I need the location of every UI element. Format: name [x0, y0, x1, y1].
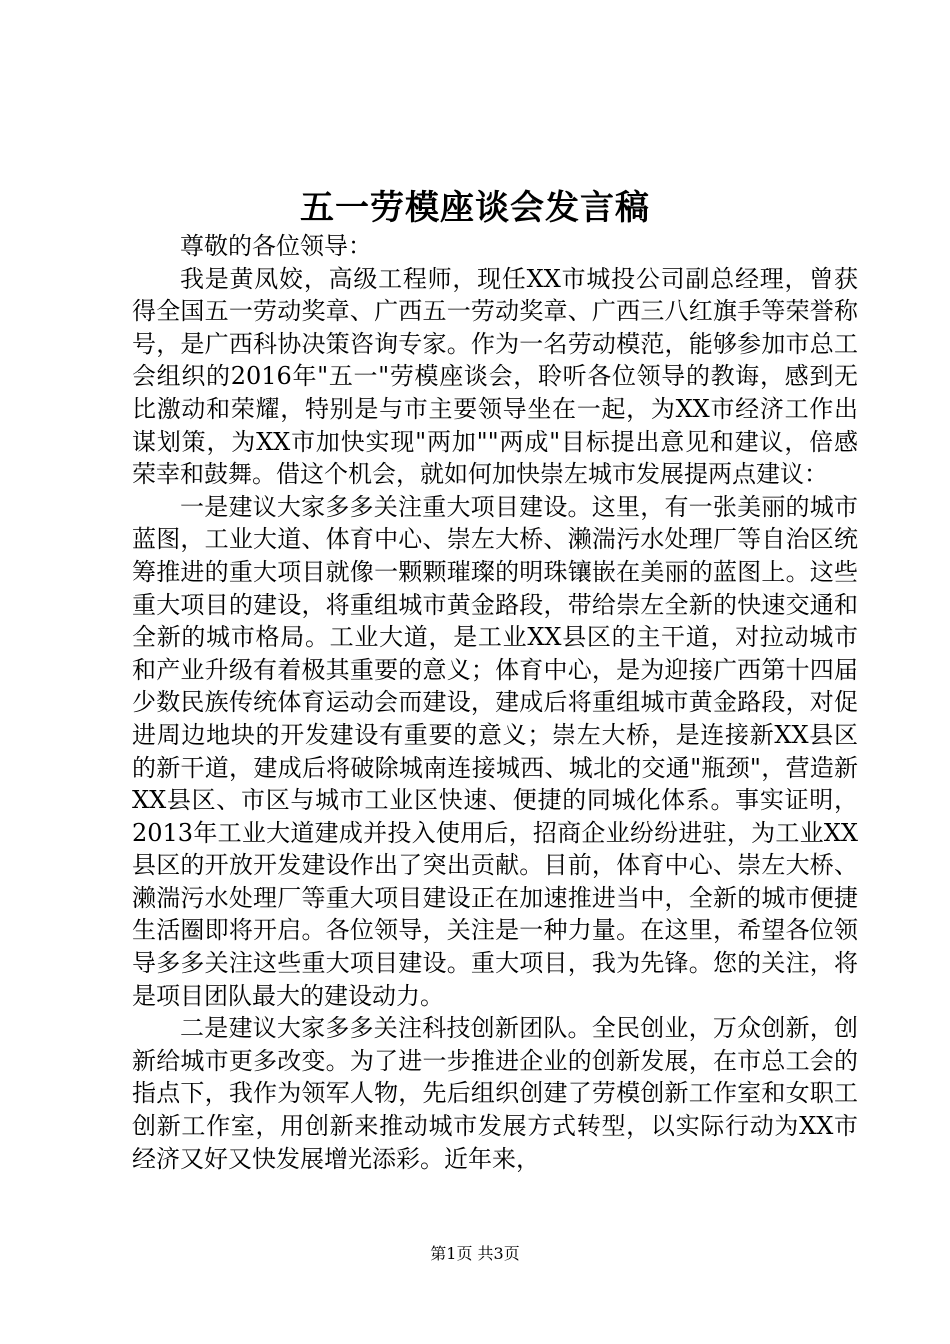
page-number-footer: 第1页 共3页 — [430, 1244, 520, 1263]
document-body — [132, 230, 858, 1175]
salutation-paragraph: 尊敬的各位领导： — [180, 232, 372, 260]
suggestion-two-paragraph: 二是建议大家多多关注科技创新团队。全民创业，万众创新，创新给城市更多改变。为了进一步推进企业的创新发展，在市总工会的指点下，我作为领军人物，先后组织创建了劳模创新工作室和女职工创新工作室，用创新来推动城市发展方式转型，以实际行动为XX市经济又好又快发展增光添彩。近年来， — [132, 1014, 858, 1173]
intro-paragraph: 我是黄凤姣，高级工程师，现任XX市城投公司副总经理，曾获得全国五一劳动奖章、广西五一劳动奖章、广西三八红旗手等荣誉称号，是广西科协决策咨询专家。作为一名劳动模范，能够参加市总工会组织的2016年"五一"劳模座谈会，聆听各位领导的教诲，感到无比激动和荣耀，特别是与市主要领导坐在一起，为XX市经济工作出谋划策，为XX市加快实现"两加""两成"目标提出意见和建议，倍感荣幸和鼓舞。借这个机会，就如何加快崇左城市发展提两点建议： — [132, 264, 858, 489]
document-title: 五一劳模座谈会发言稿 — [300, 188, 650, 228]
suggestion-one-paragraph: 一是建议大家多多关注重大项目建设。这里，有一张美丽的城市蓝图，工业大道、体育中心、崇左大桥、濑湍污水处理厂等自治区统筹推进的重大项目就像一颗颗璀璨的明珠镶嵌在美丽的蓝图上。这些重大项目的建设，将重组城市黄金路段，带给崇左全新的快速交通和全新的城市格局。工业大道，是工业XX县区的主干道，对拉动城市和产业升级有着极其重要的意义；体育中心，是为迎接广西第十四届少数民族传统体育运动会而建设，建成后将重组城市黄金路段，对促进周边地块的开发建设有重要的意义；崇左大桥，是连接新XX县区的新干道，建成后将破除城南连接城西、城北的交通"瓶颈"，营造新XX县区、市区与城市工业区快速、便捷的同城化体系。事实证明，2013年工业大道建成并投入使用后，招商企业纷纷进驻，为工业XX县区的开放开发建设作出了突出贡献。目前，体育中心、崇左大桥、濑湍污水处理厂等重大项目建设正在加速推进当中，全新的城市便捷生活圈即将开启。各位领导，关注是一种力量。在这里，希望各位领导多多关注这些重大项目建设。重大项目，我为先锋。您的关注，将是项目团队最大的建设动力。 — [132, 492, 858, 1010]
